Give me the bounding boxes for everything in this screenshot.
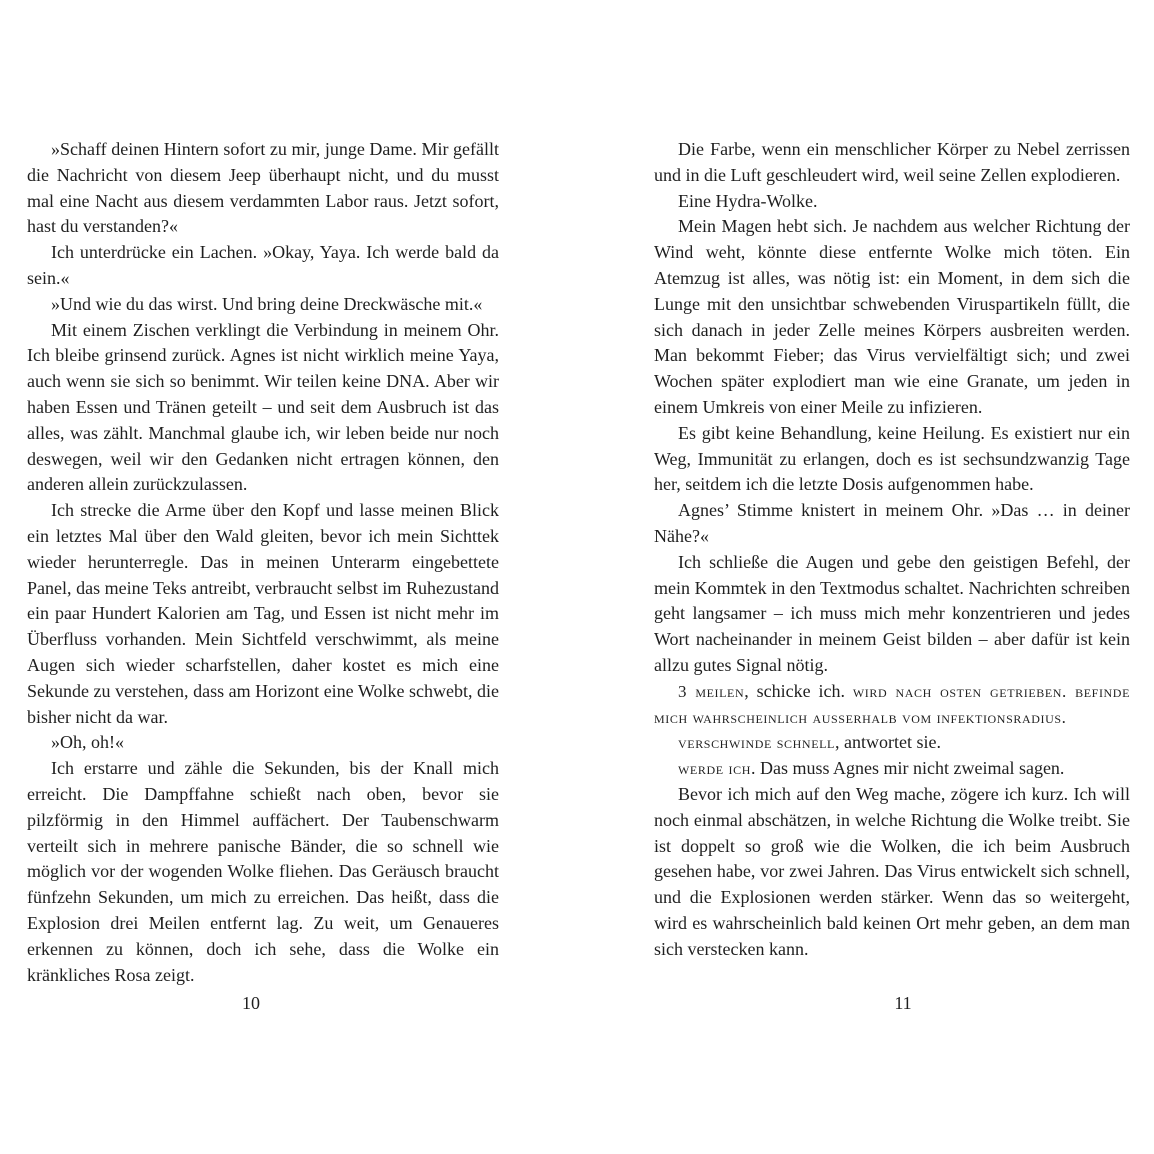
message-paragraph [654,679,1130,731]
paragraph: Die Farbe, wenn ein menschlicher Körper zu Nebel zerrissen und in die Luft geschleudert wird, weil seine Zellen explodieren. [654,139,1130,185]
page-number: 10 [242,993,260,1013]
paragraph: Ich strecke die Arme über den Kopf und lasse meinen Blick ein letztes Mal über den Wald gleiten, bevor ich mein Sichttek wieder herunterregle. Das in meinen Unterarm eingebettete Panel, das meine Teks antreibt, verbraucht selbst im Ruhezustand ein paar Hundert Kalorien am Tag, und Essen ist nicht mehr im Überfluss vorhanden. Mein Sichtfeld verschwimmt, als meine Augen sich wieder scharfstellen, daher kostet es mich eine Sekunde zu verstehen, dass am Horizont eine Wolke schwebt, die bisher nicht da war. [27,500,499,727]
text-message: wird nach osten getrieben. befinde mich wahrscheinlich ausserhalb vom infektionsradius. [654,681,1130,727]
paragraph: Ich unterdrücke ein Lachen. »Okay, Yaya. Ich werde bald da sein.« [27,242,499,288]
paragraph: Ich erstarre und zähle die Sekunden, bis der Knall mich erreicht. Die Dampffahne schießt nach oben, bevor sie pilzförmig in den Himmel auffächert. Der Taubenschwarm verteilt sich in mehrere panische Bänder, die so schnell wie möglich vor der wogenden Wolke fliehen. Das Geräusch braucht fünfzehn Sekunden, um mich zu erreichen. Das heißt, dass die Explosion drei Meilen entfernt lag. Zu weit, um Genaueres erkennen zu können, doch ich sehe, dass die Wolke ein kränkliches Rosa zeigt. [27,758,499,985]
text-message: 3 meilen [678,681,745,701]
page-number: 11 [894,993,912,1013]
paragraph: Eine Hydra-Wolke. [678,190,818,211]
right-page [654,137,1130,963]
paragraph: »Schaff deinen Hintern sofort zu mir, junge Dame. Mir gefällt die Nachricht von diesem Jeep überhaupt nicht, und du musst mal eine Nacht aus diesem verdammten Labor raus. Jetzt sofort, hast du verstanden?« [27,139,499,237]
text-message: werde ich [678,759,751,779]
message-tail: , antwortet sie. [834,732,941,753]
message-paragraph [654,730,1130,756]
paragraph: Bevor ich mich auf den Weg mache, zögere ich kurz. Ich will noch einmal abschätzen, in welche Richtung die Wolke treibt. Sie ist doppelt so groß wie die Wolken, die ich beim Ausbruch gesehen habe, vor zwei Jahren. Das Virus entwickelt sich schnell, und die Explosionen werden stärker. Wenn das so weitergeht, wird es wahrscheinlich bald keinen Ort mehr geben, an dem man sich verstecken kann. [654,783,1130,959]
paragraph: Mein Magen hebt sich. Je nachdem aus welcher Richtung der Wind weht, könnte diese entfernte Wolke mich töten. Ein Atemzug ist alles, was nötig ist: ein Moment, in dem sich die Lunge mit den unsichtbar schwebenden Viruspartikeln füllt, die sich danach in jeder Zelle meines Körpers ausbreiten werden. Man bekommt Fieber; das Virus vervielfältigt sich; und zwei Wochen später explodiert man wie eine Granate, um jeden in einem Umkreis von einer Meile zu infizieren. [654,216,1130,417]
message-tail: , schicke ich. [744,680,853,701]
message-paragraph [654,756,1130,782]
text-message: verschwinde schnell [678,733,835,753]
paragraph: »Und wie du das wirst. Und bring deine Dreckwäsche mit.« [51,293,483,314]
paragraph: Es gibt keine Behandlung, keine Heilung. Es existiert nur ein Weg, Immunität zu erlangen, doch es ist sechsundzwanzig Tage her, seitdem ich die letzte Dosis aufgenommen habe. [654,422,1130,495]
paragraph: »Oh, oh!« [51,732,124,753]
message-tail: . Das muss Agnes mir nicht zweimal sagen. [750,758,1065,779]
paragraph: Mit einem Zischen verklingt die Verbindung in meinem Ohr. Ich bleibe grinsend zurück. Agnes ist nicht wirklich meine Yaya, auch wenn sie sich so benimmt. Wir teilen keine DNA. Aber wir haben Essen und Tränen geteilt – und seit dem Ausbruch ist das alles, was zählt. Manchmal glaube ich, wir leben beide nur noch deswegen, weil wir den Gedanken nicht ertragen können, den anderen allein zurückzulassen. [27,319,499,495]
paragraph: Agnes’ Stimme knistert in meinem Ohr. »Das … in deiner Nähe?« [654,500,1130,546]
left-page [27,137,499,988]
paragraph: Ich schließe die Augen und gebe den geistigen Befehl, der mein Kommtek in den Textmodus schaltet. Nachrichten schreiben geht langsamer – ich muss mich mehr konzentrieren und jedes Wort nacheinander in meinem Geist bilden – aber dafür ist kein allzu gutes Signal nötig. [654,551,1130,675]
